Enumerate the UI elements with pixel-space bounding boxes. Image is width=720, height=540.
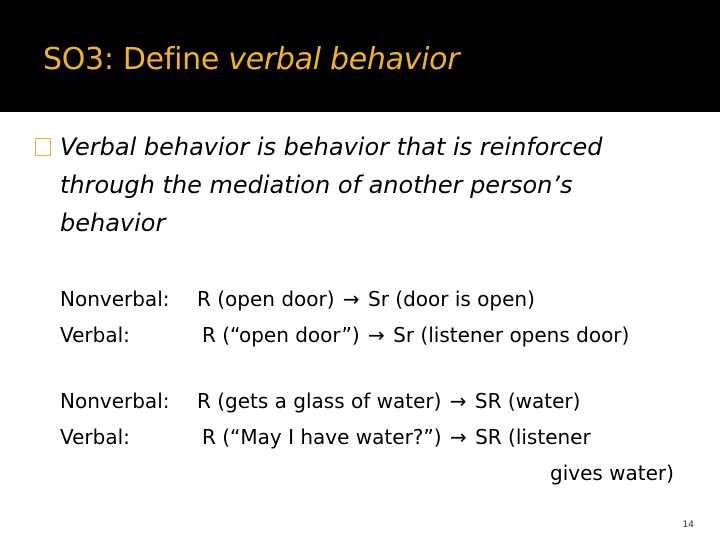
example-row-continuation (60, 455, 674, 491)
nonverbal-contingency (197, 383, 580, 419)
example-row-verbal (60, 419, 591, 455)
arrow-right-icon: → (342, 287, 360, 311)
response: R (gets a glass of water) (197, 389, 442, 413)
page-number: 14 (682, 520, 694, 530)
verbal-label: Verbal: (60, 323, 130, 347)
bullet-square-icon (35, 138, 51, 156)
slide-title (43, 42, 459, 77)
verbal-label: Verbal: (60, 425, 130, 449)
consequence: Sr (door is open) (368, 287, 535, 311)
arrow-right-icon: → (449, 389, 467, 413)
title-bar (0, 0, 720, 112)
definition-bullet (35, 128, 685, 242)
consequence: SR (water) (474, 389, 581, 413)
verbal-contingency (202, 317, 629, 353)
nonverbal-label: Nonverbal: (60, 389, 170, 413)
nonverbal-label: Nonverbal: (60, 287, 170, 311)
arrow-right-icon: → (449, 425, 467, 449)
example-row-nonverbal (60, 281, 535, 317)
response: R (“open door”) (202, 323, 360, 347)
nonverbal-contingency (197, 281, 535, 317)
consequence: SR (listener (475, 425, 591, 449)
response: R (open door) (197, 287, 335, 311)
bullet-line-3: behavior (60, 209, 166, 237)
example-water (60, 383, 674, 491)
bullet-line-2: through the mediation of another person’s (60, 171, 573, 199)
bullet-line-1 (35, 128, 685, 166)
bullet-text-1: Verbal behavior is behavior that is reinforced (60, 133, 603, 161)
example-row-nonverbal (60, 383, 581, 419)
example-row-verbal (60, 317, 630, 353)
response: R (“May I have water?”) (202, 425, 442, 449)
arrow-right-icon: → (368, 323, 385, 347)
verbal-contingency (202, 419, 591, 455)
title-prefix: SO3: Define (43, 42, 229, 77)
title-emphasis: verbal behavior (228, 42, 460, 77)
example-door (60, 281, 630, 353)
consequence-continuation: gives water) (550, 461, 674, 485)
consequence: Sr (listener opens door) (393, 323, 630, 347)
